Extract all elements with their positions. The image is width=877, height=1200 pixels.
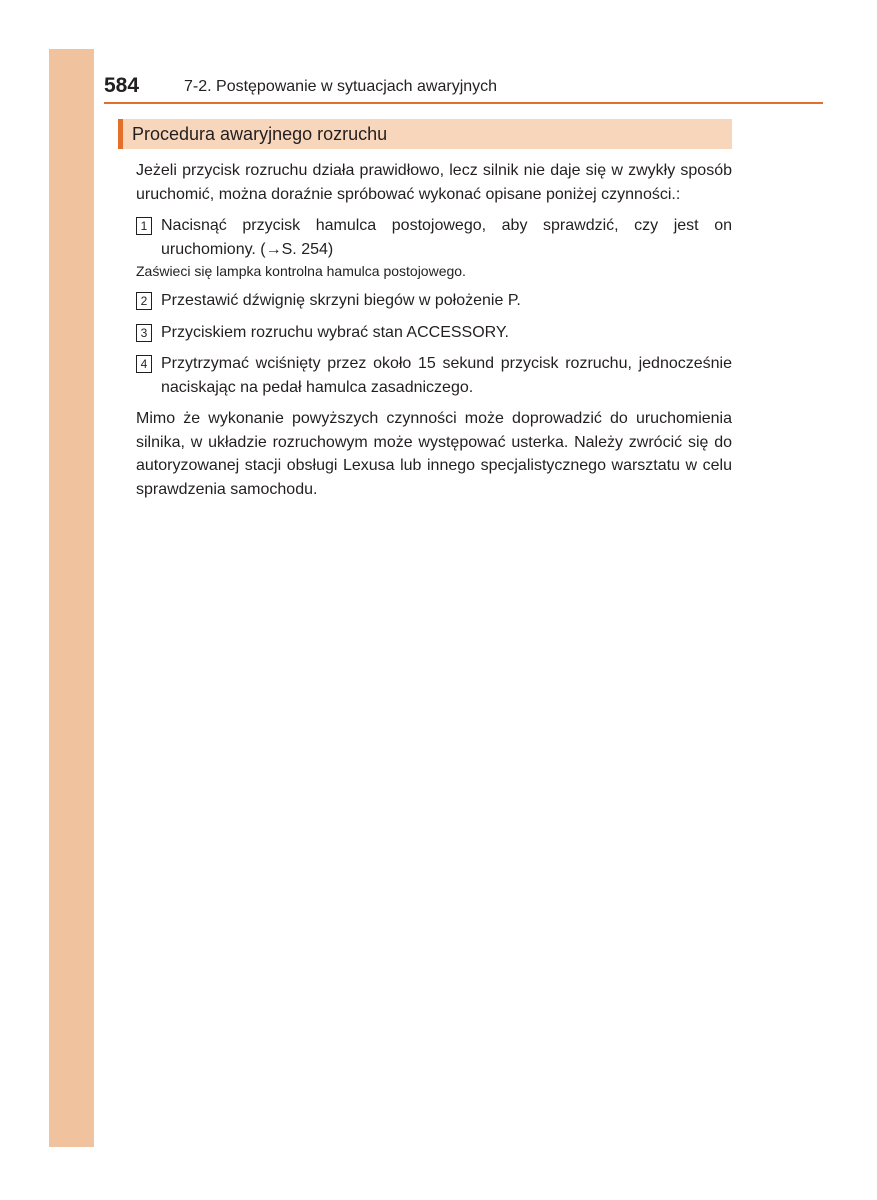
section-body [136,159,732,501]
section-accent-bar [118,119,123,149]
step-text: Przestawić dźwignię skrzyni biegów w położenie P. [161,292,521,309]
side-tab-band [49,49,94,1147]
step-item [136,214,732,261]
step-number-box: 1 [136,217,152,235]
step-text: Przytrzymać wciśnięty przez około 15 sekund przycisk rozruchu, jednocześnie naciskając na pedał hamulca zasadniczego. [161,355,732,396]
step-item [136,321,732,345]
step-item [136,352,732,399]
intro-paragraph: Jeżeli przycisk rozruchu działa prawidłowo, lecz silnik nie daje się w zwykły sposób uruchomić, można doraźnie spróbować wykonać opisane poniżej czynności.: [136,162,732,203]
step-number-box: 3 [136,324,152,342]
header-divider [104,102,823,104]
step-number-box: 2 [136,292,152,310]
step-text: Nacisnąć przycisk hamulca postojowego, aby sprawdzić, czy jest on uruchomiony. (→S. 254) [161,217,732,258]
closing-paragraph: Mimo że wykonanie powyższych czynności może doprowadzić do uruchomienia silnika, w układzie rozruchowym może występować usterka. Należy zwrócić się do autoryzowanej stacji obsługi Lexusa lub innego specjalistycznego warsztatu w celu sprawdzenia samochodu. [136,410,732,498]
step-item [136,289,732,313]
page-number: 584 [104,74,140,97]
section-title: Procedura awaryjnego rozruchu [132,123,388,144]
step-text: Przyciskiem rozruchu wybrać stan ACCESSORY. [161,323,509,341]
chapter-title: 7-2. Postępowanie w sytuacjach awaryjnych [184,78,498,95]
section-heading-bar [118,119,732,149]
page-header [104,74,822,104]
step-note: Zaświeci się lampka kontrolna hamulca postojowego. [136,263,466,279]
step-number-box: 4 [136,355,152,373]
